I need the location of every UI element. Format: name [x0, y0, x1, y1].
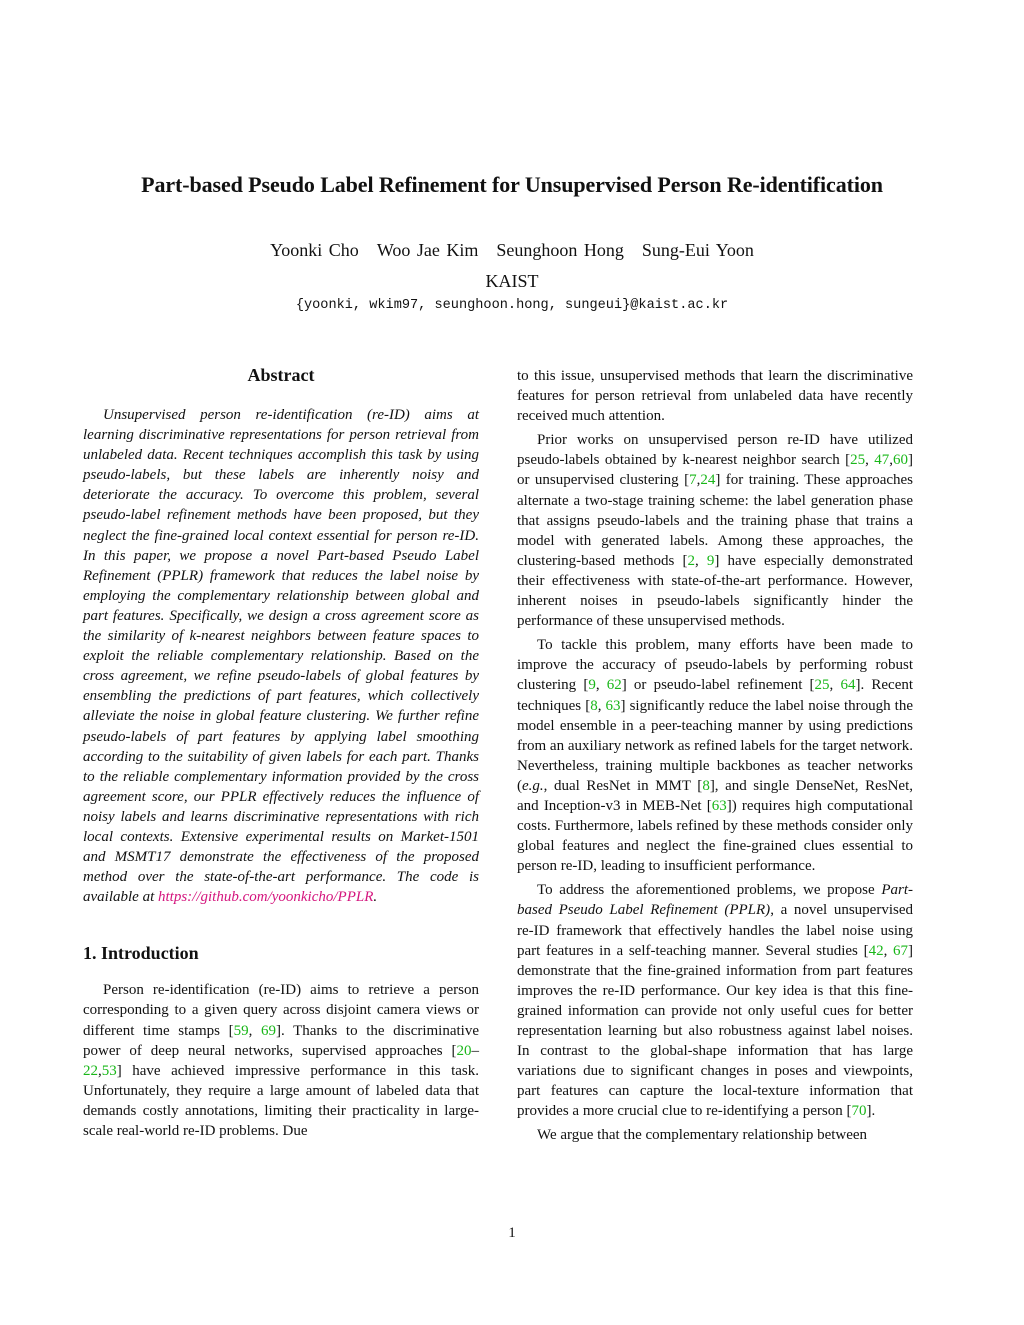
citation-link[interactable]: 62 [606, 677, 622, 694]
citation-link[interactable]: 53 [101, 1062, 117, 1079]
author-name: Sung-Eui Yoon [641, 240, 754, 260]
right-column [517, 366, 913, 1150]
section-heading-introduction: 1. Introduction [83, 943, 199, 964]
citation-link[interactable]: 25 [814, 677, 830, 694]
intro-paragraph-5: We argue that the complementary relationship between [537, 1127, 868, 1144]
citation-link[interactable]: 8 [590, 697, 598, 714]
citation-link[interactable]: 69 [261, 1022, 276, 1039]
citation-link[interactable]: 63 [711, 797, 727, 814]
page-number: 1 [508, 1225, 516, 1241]
citation-link[interactable]: 24 [700, 472, 716, 489]
citation-link[interactable]: 7 [689, 472, 697, 489]
citation-link[interactable]: 9 [588, 677, 596, 694]
author-emails: {yoonki, wkim97, seunghoon.hong, sungeui}@kaist.ac.kr [295, 298, 729, 313]
paper-title: Part-based Pseudo Label Refinement for Unsupervised Person Re-identification [141, 172, 883, 197]
intro-paragraph-1-continued: to this issue, unsupervised methods that learn the discriminative features for person retrieval from unlabeled data have recently received much attention. [517, 368, 913, 425]
citation-link[interactable]: 42 [868, 942, 884, 959]
author-name: Yoonki Cho [270, 240, 359, 260]
citation-link[interactable]: 64 [840, 677, 856, 694]
author-name: Seunghoon Hong [496, 240, 624, 260]
method-name: Part-based Pseudo Label Refinement (PPLR) [517, 882, 913, 919]
citation-link[interactable]: 60 [893, 452, 909, 469]
intro-paragraph-1: Person re-identification (re-ID) aims to retrieve a person corresponding to a given query across disjoint camera views or different time stamps [59, 69]. Thanks to the discriminative power of deep neural networks, supervised approaches [20–22,53] have achieved impressive performance in this task. Unfortunately, they require a large amount of labeled data that demands costly annotations, limiting their practicality in large-scale real-world re-ID problems. Due [83, 982, 479, 1139]
citation-link[interactable]: 9 [706, 552, 715, 569]
affiliation: KAIST [485, 271, 539, 291]
citation-link[interactable]: 25 [850, 452, 866, 469]
code-link[interactable]: https://github.com/yoonkicho/PPLR [158, 889, 374, 906]
citation-link[interactable]: 70 [851, 1103, 867, 1120]
author-name: Woo Jae Kim [376, 240, 479, 260]
citation-link[interactable]: 20 [456, 1042, 472, 1059]
intro-paragraph-3: To tackle this problem, many efforts have been made to improve the accuracy of pseudo-labels by performing robust clustering [9, 62] or pseudo-label refinement [25, 64]. Recent techniques [8, 63] significantly reduce the label noise through the model ensemble in a peer-teaching manner by using predictions from an auxiliary network as refined labels for the target network. Nevertheless, training multiple backbones as teacher networks (e.g., dual ResNet in MMT [8], and single DenseNet, ResNet, and Inception-v3 in MEB-Net [63]) requires high computational costs. Furthermore, labels refined by these methods consider only global features and neglect the fine-grained clues essential to person re-ID, leading to insufficient performance. [517, 637, 914, 875]
citation-link[interactable]: 47 [874, 452, 890, 469]
citation-link[interactable]: 2 [687, 552, 695, 569]
intro-paragraph-4: To address the aforementioned problems, we propose Part-based Pseudo Label Refinement (PPLR), a novel unsupervised re-ID framework that effectively handles the label noise using part features in a self-teaching manner. Several studies [42, 67] demonstrate that the fine-grained information from part features improves the re-ID performance. Our key idea is that this fine-grained information can provide not only useful cues for better representation learning but also robustness against label noises. In contrast to the global-shape information that has large variations due to significant changes in poses and viewpoints, part features can capture the local-texture information that provides a more crucial clue to re-identifying a person [70]. [517, 882, 913, 1120]
citation-link[interactable]: 67 [893, 942, 908, 959]
abstract-text: Unsupervised person re-identification (re-ID) aims at learning discriminative representations for person retrieval from unlabeled data. Recent techniques accomplish this task by using pseudo-labels, but these labels are inherently noisy and deteriorate the accuracy. To overcome this problem, several pseudo-label refinement methods have been proposed, but they neglect the fine-grained local context essential for person re-ID. In this paper, we propose a novel Part-based Pseudo Label Refinement (PPLR) framework that reduces the label noise by employing the complementary relationship between global and part features. Specifically, we design a cross agreement score as the similarity of k-nearest neighbors between feature spaces to exploit the reliable complementary relationship. Based on the cross agreement, we refine pseudo-labels of global features by ensembling the predictions of part features, which collectively alleviate the noise in global feature clustering. We further refine pseudo-labels of part features by applying label smoothing according to the suitability of given labels for each part. Thanks to the reliable complementary information provided by the cross agreement score, our PPLR effectively reduces the influence of noisy labels and learns discriminative representations with rich local contexts. Extensive experimental results on Market-1501 and MSMT17 demonstrate the effectiveness of the proposed method over the state-of-the-art performance. The code is available at https://github.com/yoonkicho/PPLR. [83, 407, 479, 906]
intro-paragraph-2: Prior works on unsupervised person re-ID have utilized pseudo-labels obtained by k-nearest neighbor search [25, 47,60] or unsupervised clustering [7,24] for training. These approaches alternate a two-stage training scheme: the label generation phase that assigns pseudo-labels and the training phase that trains a model with generated labels. Among these approaches, the clustering-based methods [2, 9] have especially demonstrated their effectiveness with state-of-the-art performance. However, inherent noises in pseudo-labels significantly hinder the performance of these unsupervised methods. [517, 432, 914, 630]
citation-link[interactable]: 8 [702, 777, 710, 794]
author-list [40, 240, 984, 261]
citation-link[interactable]: 22 [83, 1062, 98, 1079]
citation-link[interactable]: 63 [605, 697, 621, 714]
left-column [83, 365, 479, 1145]
abstract-heading: Abstract [247, 365, 315, 385]
citation-link[interactable]: 59 [233, 1022, 249, 1039]
